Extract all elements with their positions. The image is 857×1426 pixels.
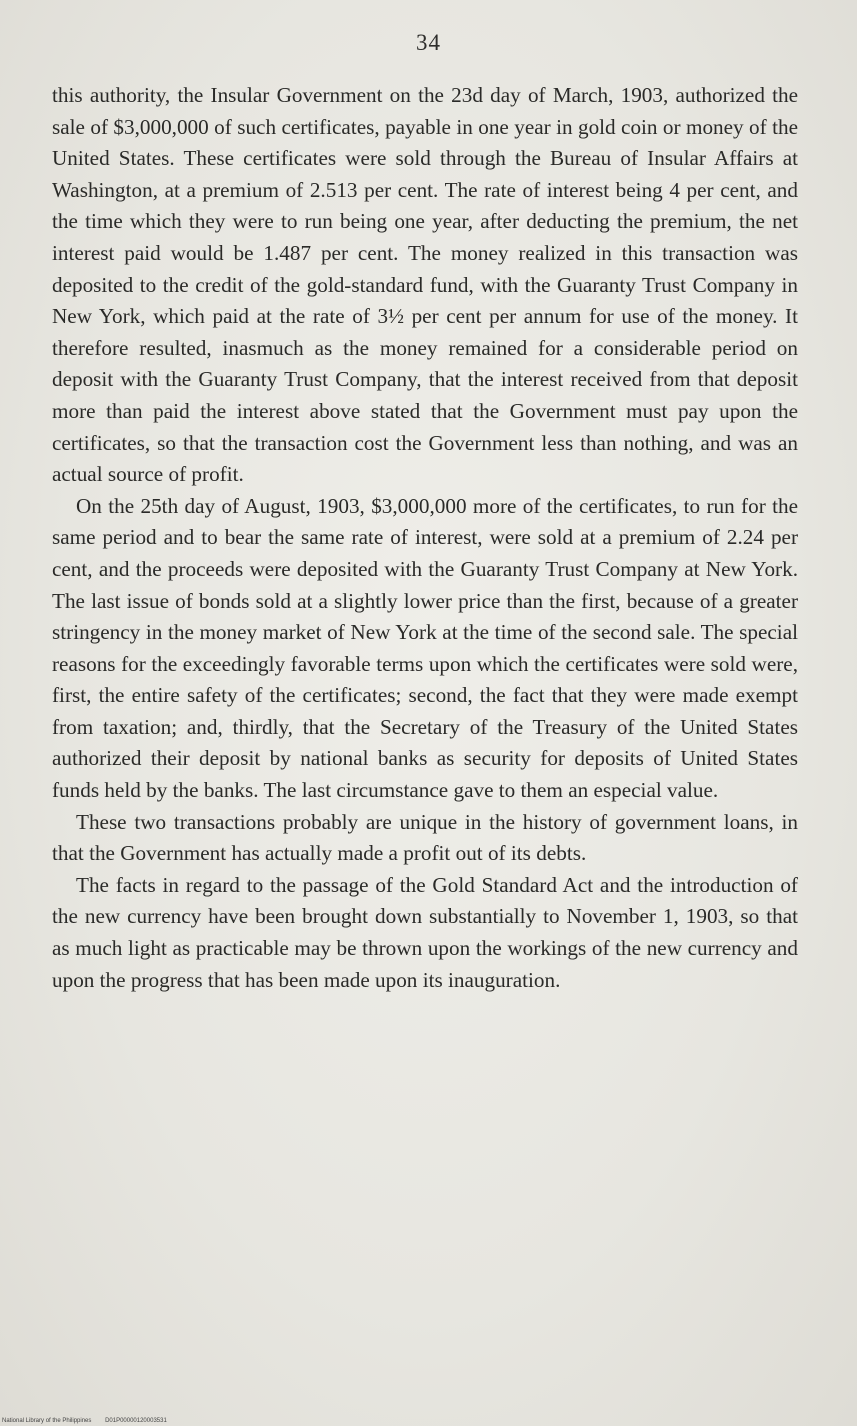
paragraph-4: The facts in regard to the passage of the Gold Standard Act and the introduction of the new currency have been brought down substantially to November 1, 1903, so that as much light as practicable may be thrown upon the workings of the new currency and upon the progress that has been made upon its inauguration. — [52, 872, 798, 992]
page-number: 34 — [416, 30, 441, 55]
footer-code: D01P00000120003531 — [105, 1418, 167, 1424]
body-text — [52, 80, 798, 996]
scan-footer — [2, 1418, 179, 1424]
footer-library: National Library of the Philippines — [2, 1418, 92, 1424]
paragraph-1: this authority, the Insular Government on the 23d day of March, 1903, authorized the sale of $3,000,000 of such certificates, payable in one year in gold coin or money of the United States. These certificates were sold through the Bureau of Insular Affairs at Washington, at a premium of 2.513 per cent. The rate of interest being 4 per cent, and the time which they were to run being one year, after deducting the premium, the net interest paid would be 1.487 per cent. The money realized in this transaction was deposited to the credit of the gold-standard fund, with the Guaranty Trust Company in New York, which paid at the rate of 3½ per cent per annum for use of the money. It therefore resulted, inasmuch as the money remained for a considerable period on deposit with the Guaranty Trust Company, that the interest received from that deposit more than paid the interest above stated that the Government must pay upon the certificates, so that the transaction cost the Government less than nothing, and was an actual source of profit. — [52, 83, 798, 487]
paragraph-3: These two transactions probably are unique in the history of government loans, in that the Government has actually made a profit out of its debts. — [52, 809, 798, 866]
paragraph-2: On the 25th day of August, 1903, $3,000,000 more of the certificates, to run for the same period and to bear the same rate of interest, were sold at a premium of 2.24 per cent, and the proceeds were deposited with the Guaranty Trust Company at New York. The last issue of bonds sold at a slightly lower price than the first, because of a greater stringency in the money market of New York at the time of the second sale. The special reasons for the exceedingly favorable terms upon which the certificates were sold were, first, the entire safety of the certificates; second, the fact that they were made exempt from taxation; and, thirdly, that the Secretary of the Treasury of the United States authorized their deposit by national banks as security for deposits of United States funds held by the banks. The last circumstance gave to them an especial value. — [52, 493, 798, 803]
